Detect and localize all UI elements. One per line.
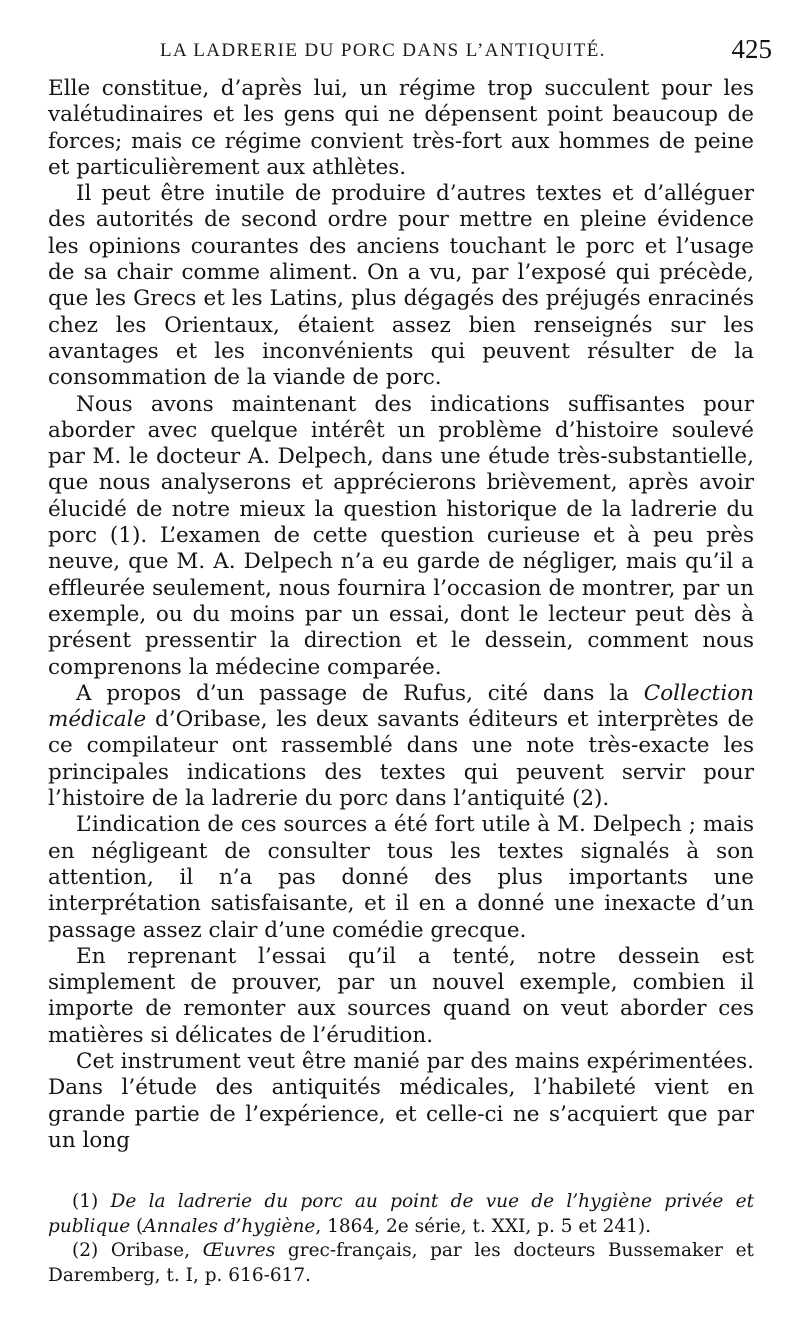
footnote-2 <box>48 1239 754 1288</box>
footnotes <box>48 1190 754 1288</box>
footnote-1-rest: , 1864, 2e série, t. XXI, p. 5 et 241). <box>315 1215 652 1237</box>
paragraph-3: Nous avons maintenant des indications suffisantes pour aborder avec quelque intérêt un problème d’histoire soulevé par M. le docteur A. Delpech, dans une étude très-substantielle, que nous analyserons et apprécierons brièvement, après avoir élucidé de notre mieux la question historique de la ladrerie du porc (1). L’examen de cette question curieuse et à peu près neuve, que M. A. Delpech n’a eu garde de négliger, mais qu’il a effleurée seulement, nous fournira l’occasion de montrer, par un exemple, ou du moins par un essai, dont le lecteur peut dès à présent pressentir la direction et le dessein, comment nous comprenons la médecine comparée. <box>48 391 754 680</box>
paragraph-6: En reprenant l’essai qu’il a tenté, notre dessein est simplement de prouver, par un nouvel exemple, combien il importe de remonter aux sources quand on veut aborder ces matières si délicates de l’érudition. <box>48 943 754 1048</box>
running-head <box>48 34 774 70</box>
paragraph-4-before: A propos d’un passage de Rufus, cité dans la <box>76 680 644 706</box>
paragraph-2: Il peut être inutile de produire d’autres textes et d’alléguer des autorités de second ordre pour mettre en pleine évidence les opinions courantes des anciens touchant le porc et l’usage de sa chair comme aliment. On a vu, par l’exposé qui précède, que les Grecs et les Latins, plus dégagés des préjugés enracinés chez les Orientaux, étaient assez bien renseignés sur les avantages et les inconvénients qui peuvent résulter de la consommation de la viande de porc. <box>48 181 754 391</box>
footnote-1-marker: (1) <box>72 1191 111 1212</box>
paragraph-5: L’indication de ces sources a été fort utile à M. Delpech ; mais en négligeant de consulter tous les textes signalés à son attention, il n’a pas donné des plus importants une interprétation satisfaisante, et il en a donné une inexacte d’un passage assez clair d’une comédie grecque. <box>48 812 754 943</box>
paragraph-1: Elle constitue, d’après lui, un régime trop succulent pour les valétudinaires et les gens qui ne dépensent point beaucoup de forces; mais ce régime convient très-fort aux hommes de peine et particulièrement aux athlètes. <box>48 76 754 180</box>
paragraph-4-italic: Collection médicale <box>48 680 754 733</box>
page-number: 425 <box>731 34 772 64</box>
footnote-2-after: grec-français, par les docteurs Bussemaker et Daremberg, t. I, p. 616-617. <box>48 1240 754 1286</box>
footnote-1 <box>48 1190 754 1239</box>
body-text <box>48 76 754 1154</box>
footnote-1-journal: Annales d’hygiène <box>143 1215 316 1237</box>
paragraph-4 <box>48 681 754 812</box>
footnote-1-open: ( <box>130 1215 144 1237</box>
footnote-2-work: Œuvres <box>202 1240 276 1261</box>
footnote-2-before: (2) Oribase, <box>72 1240 203 1261</box>
paragraph-7: Cet instrument veut être manié par des mains expérimentées. Dans l’étude des antiquités médicales, l’habileté vient en grande partie de l’expérience, et celle-ci ne s’acquiert que par un long <box>48 1048 754 1153</box>
running-title: LA LADRERIE DU PORC DANS L’ANTIQUITÉ. <box>160 40 606 61</box>
footnote-1-title: De la ladrerie du porc au point de vue de l’hygiène privée et publique <box>48 1191 754 1237</box>
paragraph-4-after: d’Oribase, les deux savants éditeurs et interprètes de ce compilateur ont rassemblé dans une note très-exacte les principales indications des textes qui peuvent servir pour l’histoire de la ladrerie du porc dans l’antiquité (2). <box>48 707 754 812</box>
